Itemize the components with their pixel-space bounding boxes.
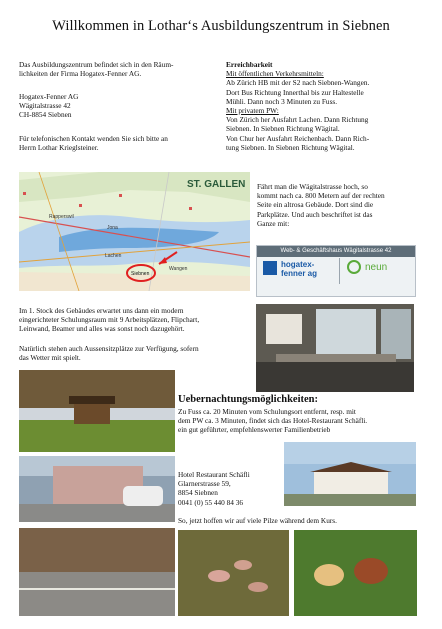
map-label-st-gallen: ST. GALLEN — [187, 179, 246, 190]
intro-line: Das Ausbildungszentrum befindet sich in den Räum- — [19, 60, 174, 69]
outdoor-line: das Wetter mit spielt. — [19, 353, 81, 363]
reach-car-line: Von Chur her Ausfahrt Reichenbach. Dann Rich- — [226, 133, 370, 143]
reach-public-line: Ab Zürich HB mit der S2 nach Siebnen-Wangen. — [226, 78, 370, 88]
address-city: CH-8854 Siebnen — [19, 110, 72, 120]
hotel-phone: 0041 (0) 55 440 84 36 — [178, 497, 244, 507]
closing-text: So, jetzt hoffen wir auf viele Pilze während dem Kurs. — [178, 516, 337, 525]
neun-logo-icon — [347, 260, 361, 274]
intro-line: lichkeiten der Firma Hogatex-Fenner AG. — [19, 69, 142, 79]
address-street: Wägitalstrasse 42 — [19, 101, 71, 111]
contact-line: Herrn Lothar Krieglsteiner. — [19, 143, 99, 153]
floor-text — [19, 306, 199, 334]
directions-line: Fährt man die Wägitalstrasse hoch, so — [257, 182, 368, 191]
lodging-line: Zu Fuss ca. 20 Minuten vom Schulungsort entfernt, resp. mit — [178, 407, 356, 416]
map-label: Jona — [107, 225, 118, 231]
directions-line: Ganze mit: — [257, 218, 290, 228]
outdoor-photo — [19, 370, 175, 452]
hotel-city: 8854 Siebnen — [178, 488, 218, 498]
reach-block — [226, 60, 369, 152]
floor-line: Leinwand, Beamer und alles was sonst noch dazugehört. — [19, 324, 185, 334]
intro-text — [19, 60, 173, 78]
hotel-street: Glarnerstrasse 59, — [178, 479, 231, 489]
lodging-line: dem PW ca. 3 Minuten, findet sich das Hotel-Restaurant Schäfli. — [178, 416, 368, 426]
floor-line: eingerichteter Schulungsraum mit 9 Arbeitsplätzen, Flipchart, — [19, 315, 200, 325]
mushroom-photo-2 — [294, 530, 417, 616]
sign-brand-neun: neun — [365, 262, 388, 273]
contact-line: Für telefonischen Kontakt wenden Sie sich bitte an — [19, 134, 168, 143]
directions-line: kommt nach ca. 800 Metern auf der rechten — [257, 191, 385, 201]
sign-brand-line: hogatex- — [281, 260, 315, 269]
reach-public-line: Dort Bus Richtung Innerthal bis zur Haltestelle — [226, 87, 364, 97]
directions-line: Parkplätze. Und auch beschriftet ist das — [257, 209, 373, 219]
sign-divider — [339, 258, 340, 284]
address-company: Hogatex-Fenner AG — [19, 92, 79, 101]
map-drawing — [19, 172, 250, 291]
map-label: Lachen — [105, 253, 122, 259]
reach-car-line: tung Siebnen. In Siebnen Richtung Wägital. — [226, 142, 355, 152]
contact-text — [19, 134, 168, 152]
road-photo — [19, 528, 175, 616]
directions-line: Seite ein altrosa Gebäude. Dort sind die — [257, 200, 374, 210]
outdoor-text — [19, 344, 199, 362]
page-title: Willkommen in Lothar‘s Ausbildungszentrum in Siebnen — [52, 18, 390, 34]
reach-public-line: Mühli. Dann noch 3 Minuten zu Fuss. — [226, 96, 338, 106]
lodging-heading: Uebernachtungsmöglichkeiten: — [178, 394, 318, 405]
outdoor-line: Natürlich stehen auch Aussensitzplätze zur Verfügung, sofern — [19, 344, 199, 353]
sign-brand-line: fenner ag — [281, 269, 318, 278]
map-label: Rapperswil — [49, 214, 74, 220]
hotel-photo — [284, 442, 416, 506]
lodging-line: ein gut geführter, empfehlenswerter Familienbetrieb — [178, 425, 331, 435]
reach-car-line: Von Zürich her Ausfahrt Lachen. Dann Richtung — [226, 115, 369, 125]
building-photo — [19, 456, 175, 522]
sign-header: Web- & Geschäftshaus Wägitalstrasse 42 — [257, 246, 415, 257]
sign-brand — [281, 260, 317, 278]
company-sign — [256, 245, 416, 297]
hotel-name: Hotel Restaurant Schäfli — [178, 470, 250, 479]
reach-car-heading: Mit privatem PW: — [226, 106, 279, 116]
map-label: Wangen — [169, 266, 188, 272]
directions-text — [257, 182, 385, 228]
floor-line: Im 1. Stock des Gebäudes erwartet uns dann ein modern — [19, 306, 184, 315]
reach-heading: Erreichbarkeit — [226, 60, 273, 69]
map-label: Siebnen — [131, 271, 150, 277]
address-block — [19, 92, 78, 120]
mushroom-photo-1 — [178, 530, 289, 616]
reach-car-line: Siebnen. In Siebnen Richtung Wägital. — [226, 124, 340, 134]
classroom-photo — [256, 304, 414, 392]
hotel-address — [178, 470, 250, 507]
location-map — [19, 172, 250, 291]
lodging-text — [178, 407, 367, 435]
reach-public-heading: Mit öffentlichen Verkehrsmitteln: — [226, 69, 324, 79]
hogatex-logo-icon — [263, 261, 277, 275]
